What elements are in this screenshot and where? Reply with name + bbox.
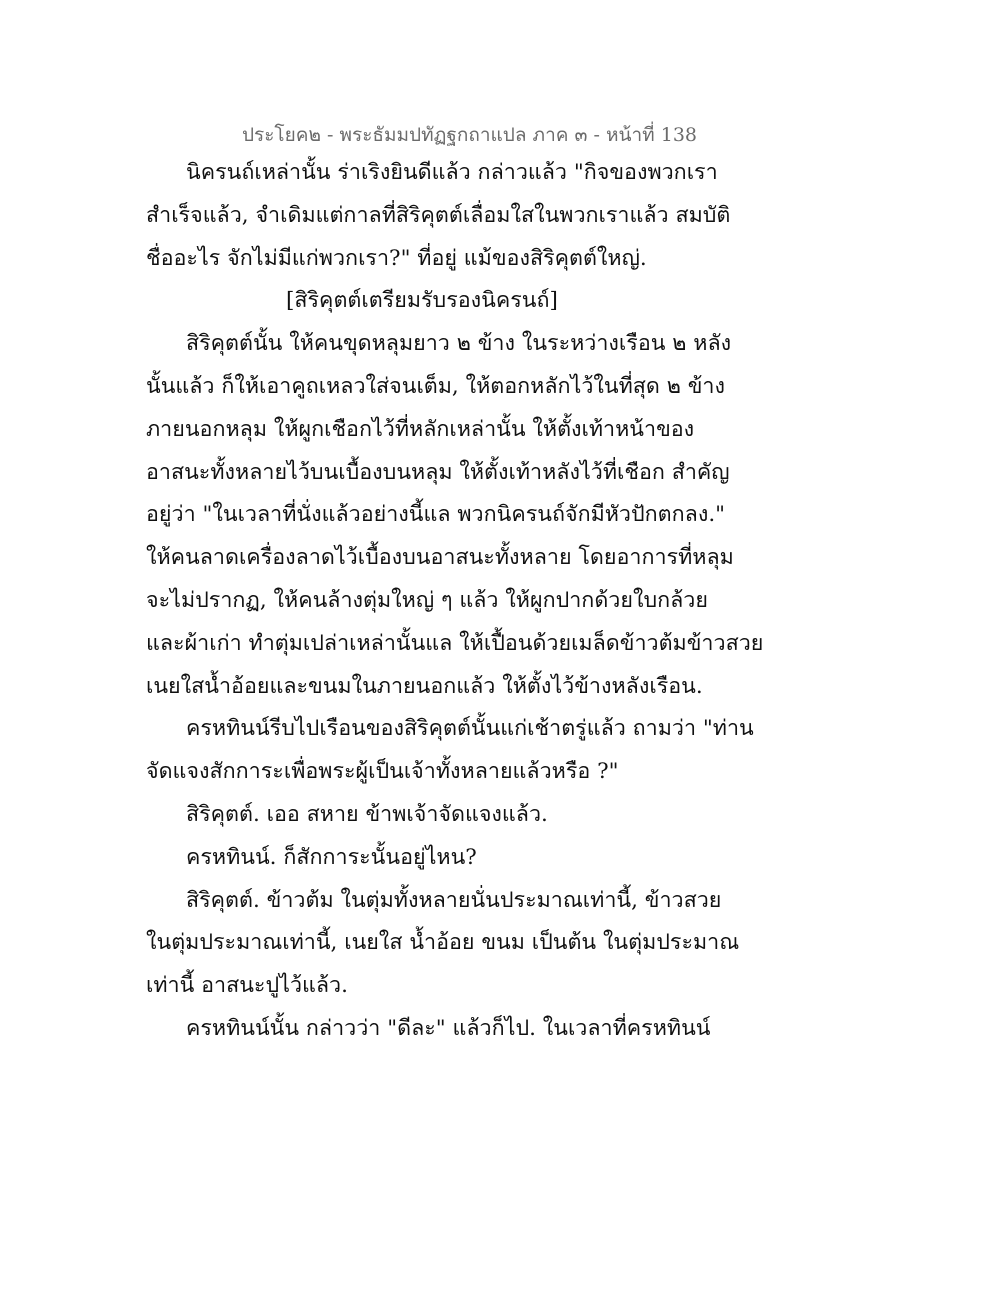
page-header: ประโยค๒ - พระธัมมปทัฏฐกถาแปล ภาค ๓ - หน้าที่ 138 bbox=[241, 124, 697, 146]
text-line: เนยใสน้ำอ้อยและขนมในภายนอกแล้ว ให้ตั้งไว้ข้างหลังเรือน. bbox=[146, 673, 703, 699]
text-line: ภายนอกหลุม ให้ผูกเชือกไว้ที่หลักเหล่านั้น ให้ตั้งเท้าหน้าของ bbox=[146, 416, 695, 442]
text-line: ครหทินน์นั้น กล่าวว่า "ดีละ" แล้วก็ไป. ในเวลาที่ครหทินน์ bbox=[186, 1015, 711, 1041]
text-line: อยู่ว่า "ในเวลาที่นั่งแล้วอย่างนี้แล พวกนิครนถ์จักมีหัวปักตกลง." bbox=[146, 502, 726, 528]
text-line: จะไม่ปรากฏ, ให้คนล้างตุ่มใหญ่ ๆ แล้ว ให้ผูกปากด้วยใบกล้วย bbox=[146, 587, 708, 613]
text-line: ครหทินน์รีบไปเรือนของสิริคุตต์นั้นแก่เช้าตรู่แล้ว ถามว่า "ท่าน bbox=[186, 716, 754, 742]
section-heading: [สิริคุตต์เตรียมรับรองนิครนถ์] bbox=[286, 288, 558, 314]
text-line: จัดแจงสักการะเพื่อพระผู้เป็นเจ้าทั้งหลายแล้วหรือ ?" bbox=[146, 759, 619, 785]
text-line: ให้คนลาดเครื่องลาดไว้เบื้องบนอาสนะทั้งหลาย โดยอาการที่หลุม bbox=[146, 545, 734, 571]
text-line: นั้นแล้ว ก็ให้เอาคูถเหลวใส่จนเต็ม, ให้ตอกหลักไว้ในที่สุด ๒ ข้าง bbox=[146, 373, 725, 399]
dialogue-line: ครหทินน์. ก็สักการะนั้นอยู่ไหน? bbox=[186, 844, 477, 870]
text-line: ชื่ออะไร จักไม่มีแก่พวกเรา?" ที่อยู่ แม้ของสิริคุตต์ใหญ่. bbox=[146, 245, 647, 271]
text-line: สำเร็จแล้ว, จำเดิมแต่กาลที่สิริคุตต์เลื่อมใสในพวกเราแล้ว สมบัติ bbox=[146, 202, 731, 228]
text-line: เท่านี้ อาสนะปูไว้แล้ว. bbox=[146, 973, 348, 999]
text-line: และผ้าเก่า ทำตุ่มเปล่าเหล่านั้นแล ให้เปื้อนด้วยเมล็ดข้าวต้มข้าวสวย bbox=[146, 630, 764, 656]
text-line: นิครนถ์เหล่านั้น ร่าเริงยินดีแล้ว กล่าวแล้ว "กิจของพวกเรา bbox=[186, 160, 718, 185]
text-line: ในตุ่มประมาณเท่านี้, เนยใส น้ำอ้อย ขนม เป็นต้น ในตุ่มประมาณ bbox=[146, 930, 740, 956]
text-line: อาสนะทั้งหลายไว้บนเบื้องบนหลุม ให้ตั้งเท้าหลังไว้ที่เชือก สำคัญ bbox=[146, 459, 730, 485]
dialogue-line: สิริคุตต์. ข้าวต้ม ในตุ่มทั้งหลายนั่นประมาณเท่านี้, ข้าวสวย bbox=[186, 887, 722, 913]
dialogue-line: สิริคุตต์. เออ สหาย ข้าพเจ้าจัดแจงแล้ว. bbox=[186, 801, 548, 827]
text-line: สิริคุตต์นั้น ให้คนขุดหลุมยาว ๒ ข้าง ในระหว่างเรือน ๒ หลัง bbox=[186, 331, 732, 357]
body-text bbox=[146, 152, 764, 1051]
